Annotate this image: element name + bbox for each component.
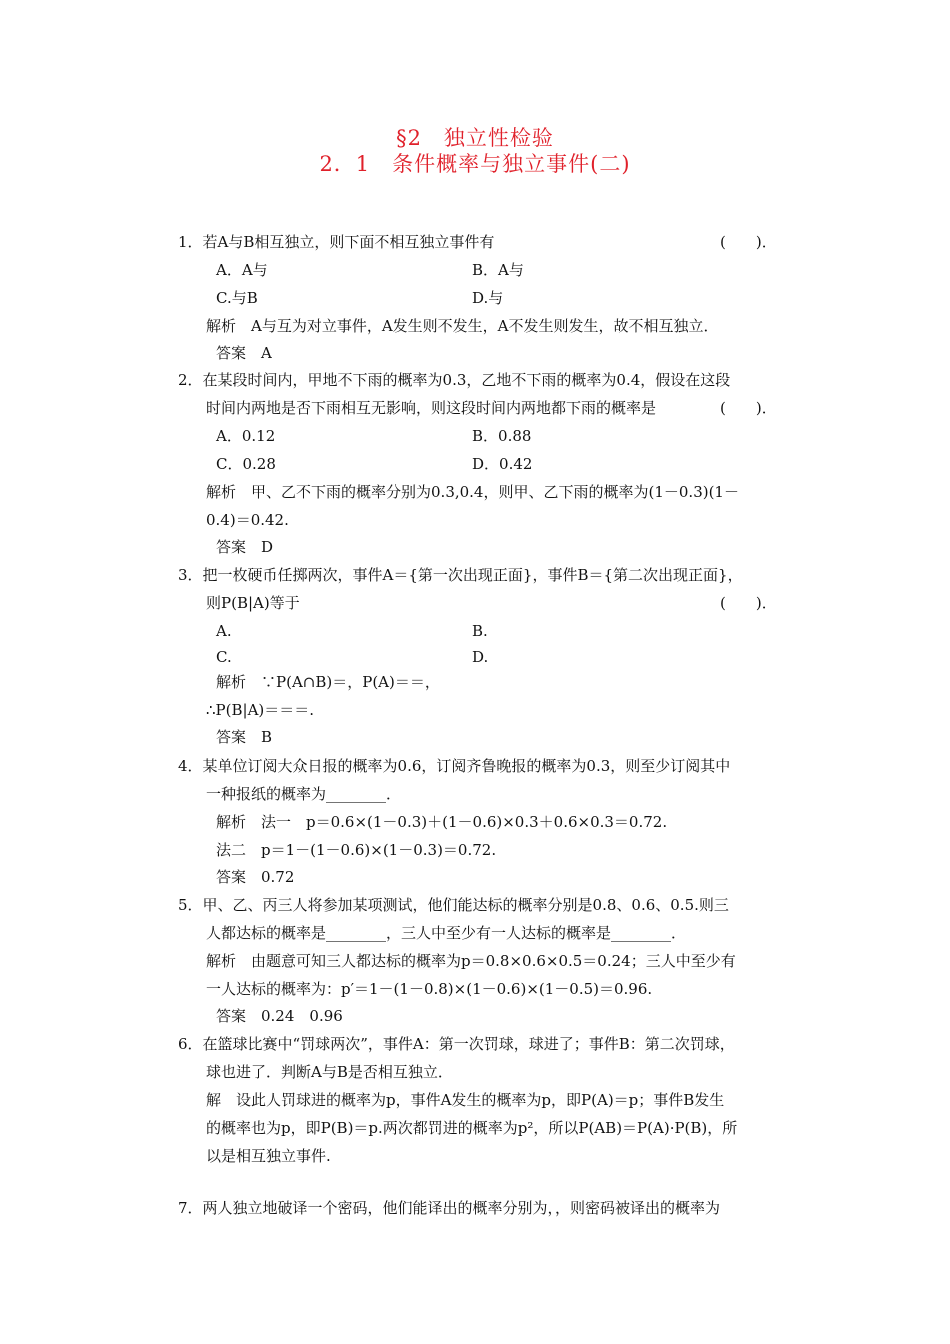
q3-analysis-line1: 解析 ∵P(A∩B)＝，P(A)＝＝， (216, 673, 440, 691)
q1-answer-paren: ( )． (720, 233, 777, 251)
q6-solution-line1: 解 设此人罚球进的概率为p，事件A发生的概率为p，即P(A)＝p；事件B发生 (206, 1091, 725, 1109)
q1-analysis: 解析 A与互为对立事件，A发生则不发生，A不发生则发生，故不相互独立． (206, 317, 719, 335)
q2-option-d: D．0.42 (472, 455, 533, 473)
q1-stem: 1．若A与B相互独立，则下面不相互独立事件有 (178, 233, 495, 251)
q5-analysis-line2: 一人达标的概率为：p′＝1－(1－0.8)×(1－0.6)×(1－0.5)＝0.96. (206, 980, 653, 998)
q1-option-b: B．A与 (472, 261, 524, 279)
q1-answer: 答案 A (216, 344, 272, 362)
q4-analysis-line2: 法二 p＝1－(1－0.6)×(1－0.3)＝0.72. (216, 841, 497, 859)
q4-stem-line1: 4．某单位订阅大众日报的概率为0.6，订阅齐鲁晚报的概率为0.3，则至少订阅其中 (178, 757, 731, 775)
subsection-title: 2．1 条件概率与独立事件(二) (319, 152, 631, 176)
q3-option-c: C. (216, 648, 232, 666)
q5-stem-line2: 人都达标的概率是________，三人中至少有一人达标的概率是________． (206, 924, 687, 942)
section-title: §2 独立性检验 (396, 126, 554, 150)
q4-analysis-line1: 解析 法一 p＝0.6×(1－0.3)＋(1－0.6)×0.3＋0.6×0.3＝0.72. (216, 813, 668, 831)
q2-stem-line2: 时间内两地是否下雨相互无影响，则这段时间内两地都下雨的概率是 (206, 399, 657, 417)
q3-analysis-line2: ∴P(B|A)＝＝＝. (206, 701, 315, 719)
q3-option-b: B. (472, 622, 488, 640)
q5-stem-line1: 5．甲、乙、丙三人将参加某项测试，他们能达标的概率分别是0.8、0.6、0.5.则三 (178, 896, 729, 914)
q5-analysis-line1: 解析 由题意可知三人都达标的概率为p＝0.8×0.6×0.5＝0.24；三人中至少有 (206, 952, 736, 970)
q2-option-a: A．0.12 (216, 427, 276, 445)
q2-stem-line1: 2．在某段时间内，甲地不下雨的概率为0.3，乙地不下雨的概率为0.4，假设在这段 (178, 371, 731, 389)
q3-stem-line2: 则P(B|A)等于 (206, 594, 300, 612)
q1-option-c: C.与B (216, 289, 258, 307)
q6-solution-line3: 以是相互独立事件. (206, 1147, 331, 1165)
q3-stem-line1: 3．把一枚硬币任掷两次，事件A＝{第一次出现正面}，事件B＝{第二次出现正面}， (178, 566, 743, 584)
q3-answer: 答案 B (216, 728, 273, 746)
q4-stem-line2: 一种报纸的概率为________． (206, 785, 402, 803)
q2-option-b: B．0.88 (472, 427, 532, 445)
q2-answer: 答案 D (216, 538, 274, 556)
q1-option-a: A．A与 (216, 261, 268, 279)
q2-option-c: C．0.28 (216, 455, 276, 473)
q3-option-d: D. (472, 648, 489, 666)
q7-stem-line1: 7．两人独立地破译一个密码，他们能译出的概率分别为，，则密码被译出的概率为 (178, 1199, 721, 1217)
q2-answer-paren: ( )． (720, 399, 777, 417)
q3-answer-paren: ( )． (720, 594, 777, 612)
q6-stem-line2: 球也进了．判断A与B是否相互独立． (206, 1063, 453, 1081)
q6-solution-line2: 的概率也为p，即P(B)＝p.两次都罚进的概率为p²，所以P(AB)＝P(A)·P(B)，所 (206, 1119, 738, 1137)
q3-option-a: A. (216, 622, 232, 640)
q2-analysis-line1: 解析 甲、乙不下雨的概率分别为0.3,0.4，则甲、乙下雨的概率为(1－0.3)(1－ (206, 483, 739, 501)
q6-stem-line1: 6．在篮球比赛中“罚球两次”，事件A：第一次罚球，球进了；事件B：第二次罚球， (178, 1035, 735, 1053)
q1-option-d: D.与 (472, 289, 504, 307)
q5-answer: 答案 0.24 0.96 (216, 1007, 343, 1025)
q2-analysis-line2: 0.4)＝0.42. (206, 511, 289, 529)
q4-answer: 答案 0.72 (216, 868, 295, 886)
